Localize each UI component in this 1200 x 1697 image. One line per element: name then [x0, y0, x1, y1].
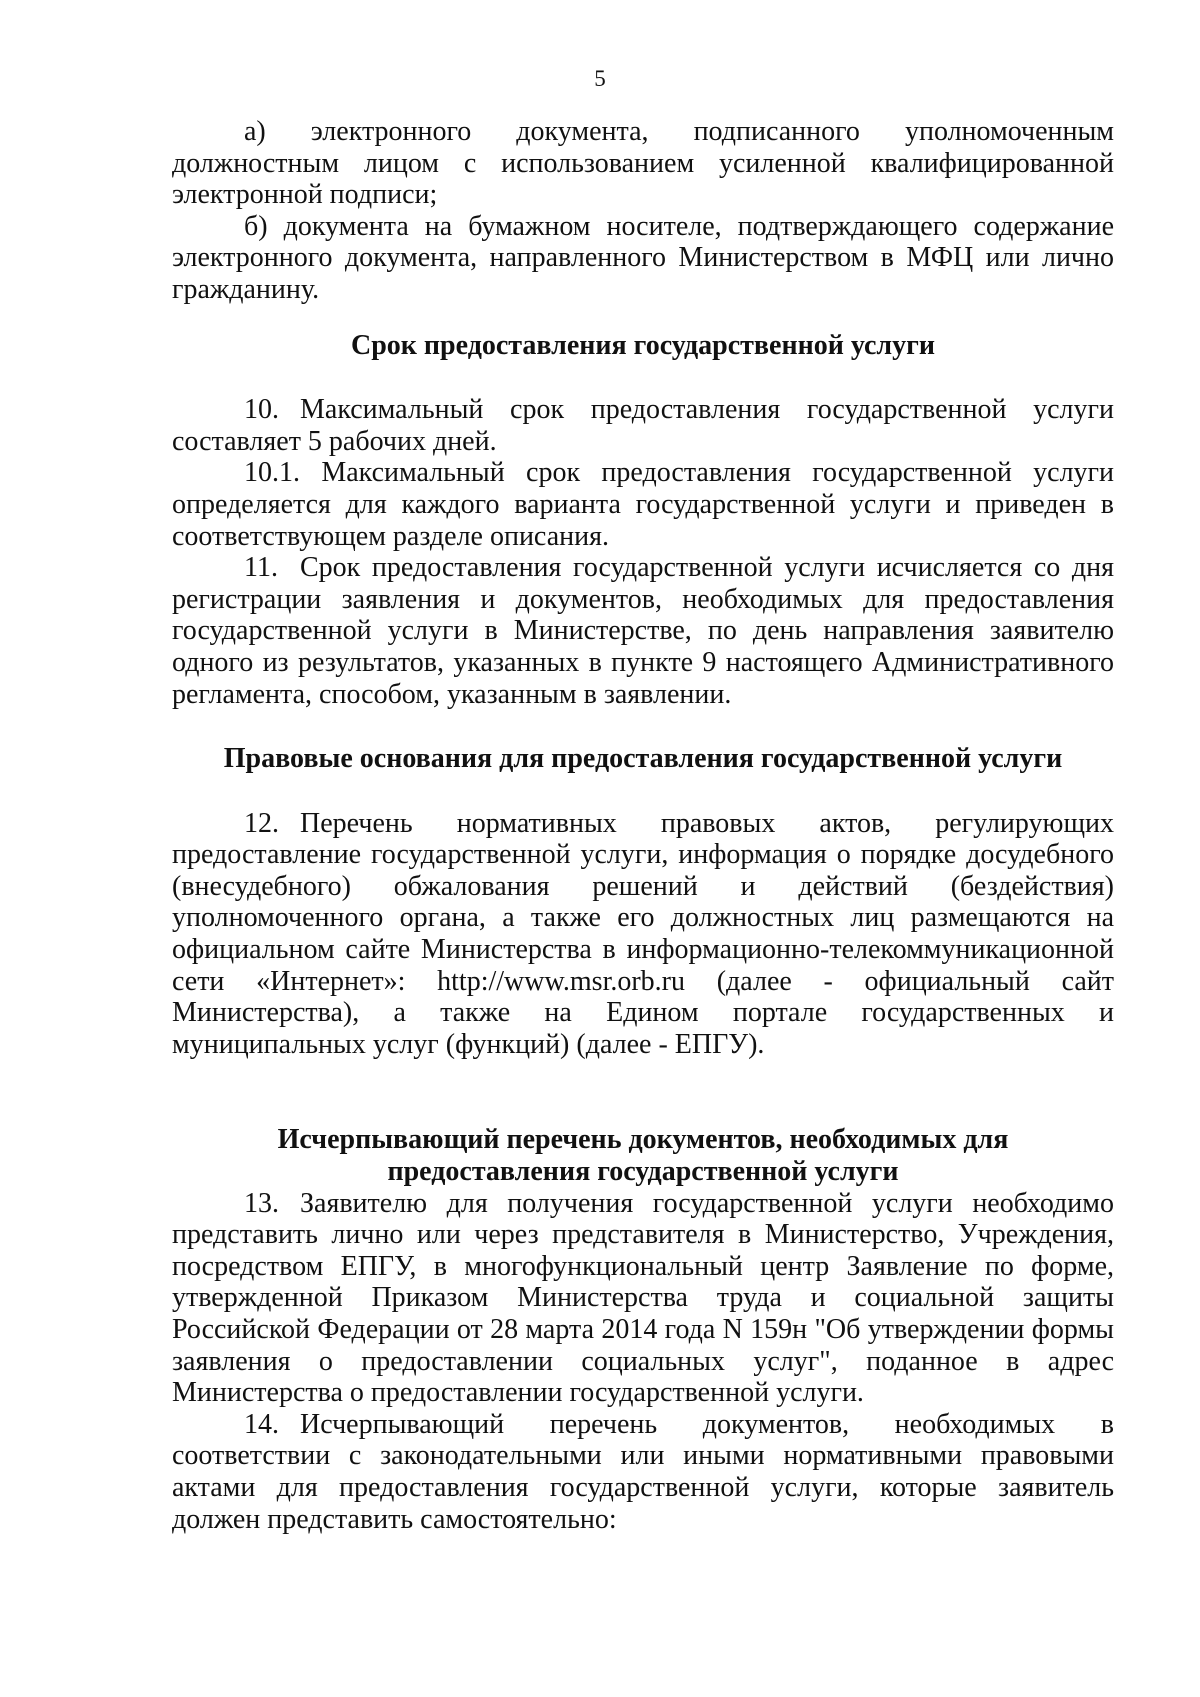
- paragraph-text: Максимальный срок предоставления государственной услуги составляет 5 рабочих дней.: [172, 394, 1114, 457]
- paragraph-result-b: б) документа на бумажном носителе, подтверждающего содержание электронного документа, направленного Министерством в МФЦ или лично гражданину.: [172, 210, 1114, 305]
- paragraph-text: Максимальный срок предоставления государственной услуги определяется для каждого варианта государственной услуги и приведен в соответствующем разделе описания.: [172, 457, 1115, 552]
- paragraph-text: Заявителю для получения государственной услуги необходимо представить лично или через представителя в Министерство, Учреждения, посредством ЕПГУ, в многофункциональный центр Заявление по форме, утвержденной Приказом Министерства труда и социальной защиты Российской Федерации от 28 марта 2014 года N 159н "Об утверждении формы заявления о предоставлении социальных услуг", поданное в адрес Министерства о предоставлении государственной услуги.: [172, 1187, 1114, 1409]
- paragraph-14: [172, 1409, 1114, 1535]
- section-heading-service-term: Срок предоставления государственной услуги: [351, 329, 935, 361]
- paragraph-number: 10.: [244, 394, 279, 426]
- paragraph-13: [172, 1188, 1114, 1409]
- paragraph-text: Перечень нормативных правовых актов, регулирующих предоставление государственной услуги, информация о порядке досудебного (внесудебного) обжалования решений и действий (бездействия) уполномоченного органа, а также его должностных лиц размещаются на официальном сайте Министерства в информационно-телекоммуникационной сети «Интернет»: http://www.msr.orb.ru (далее - официальный сайт Министерства), а также на Едином портале государственных и муниципальных услуг (функций) (далее - ЕПГУ).: [172, 807, 1114, 1060]
- paragraph-text: Исчерпывающий перечень документов, необходимых в соответствии с законодательными или иными нормативными правовыми актами для предоставления государственной услуги, которые заявитель должен представить самостоятельно:: [172, 1408, 1114, 1535]
- paragraph-10-1: [172, 457, 1114, 552]
- paragraph-number: 12.: [244, 807, 279, 839]
- paragraph-10: [172, 394, 1114, 457]
- section-heading-legal-basis: Правовые основания для предоставления государственной услуги: [223, 743, 1063, 775]
- paragraph-text: Срок предоставления государственной услуги исчисляется со дня регистрации заявления и документов, необходимых для предоставления государственной услуги в Министерстве, по день направления заявителю одного из результатов, указанных в пункте 9 настоящего Административного регламента, способом, указанным в заявлении.: [172, 552, 1114, 710]
- paragraph-number: 11.: [244, 552, 278, 584]
- document-body: [172, 116, 1114, 1535]
- paragraph-number: 10.1.: [244, 457, 300, 489]
- paragraph-11: [172, 552, 1114, 710]
- section-heading-documents-list: Исчерпывающий перечень документов, необходимых для предоставления государственной услуги: [277, 1124, 1009, 1188]
- paragraph-number: 13.: [244, 1187, 279, 1219]
- paragraph-12: [172, 808, 1114, 1061]
- paragraph-number: 14.: [244, 1408, 279, 1440]
- paragraph-result-a: а) электронного документа, подписанного уполномоченным должностным лицом с использованием усиленной квалифицированной электронной подписи;: [172, 116, 1114, 211]
- page-number: 5: [594, 66, 606, 91]
